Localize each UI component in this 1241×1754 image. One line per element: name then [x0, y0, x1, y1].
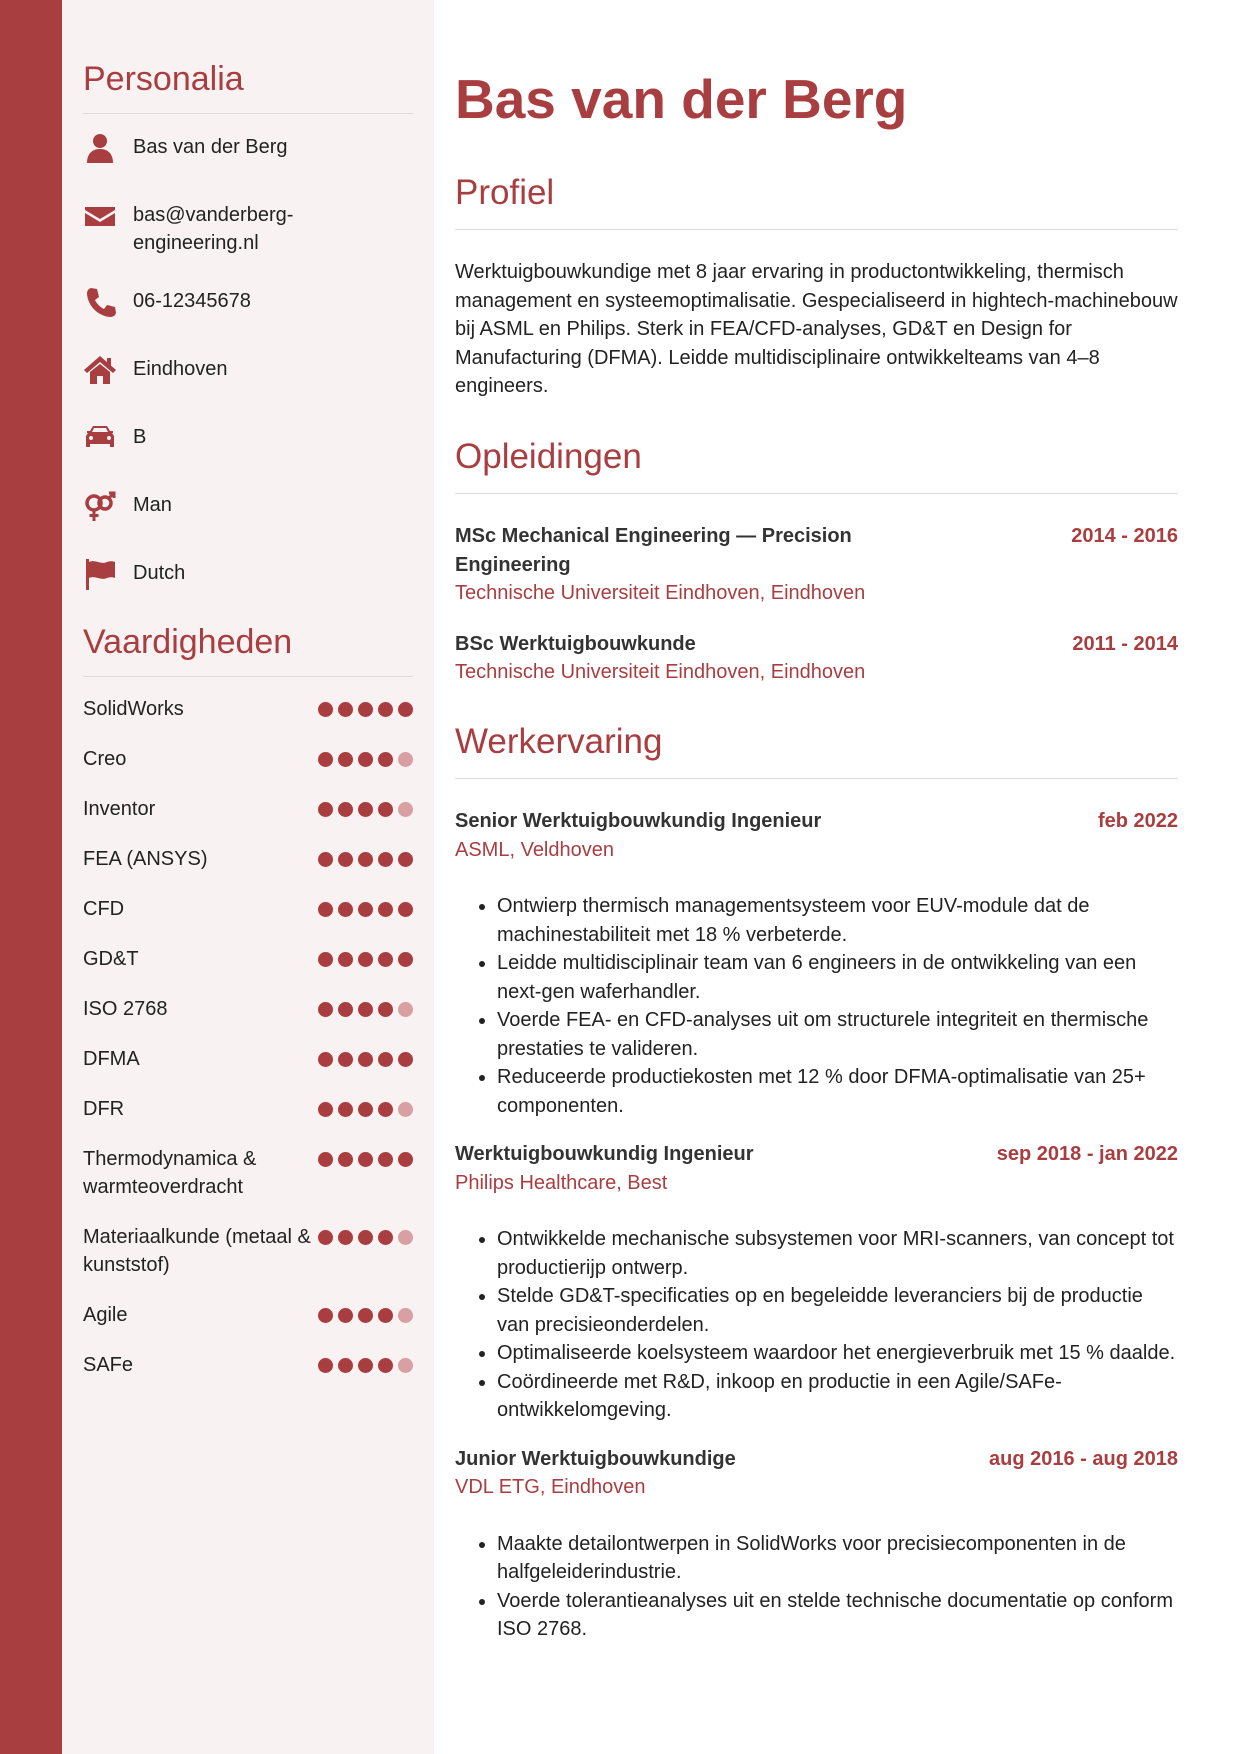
skill-row: [83, 1223, 413, 1279]
skill-row: [83, 1351, 413, 1379]
skill-rating: [318, 745, 413, 767]
education-section: [455, 436, 1178, 687]
user-icon: [83, 131, 117, 165]
rating-dot-filled: [378, 952, 393, 967]
job-bullets: [455, 1530, 1178, 1644]
personal-phone-text[interactable]: 06-12345678: [133, 290, 251, 312]
rating-dot-filled: [378, 1230, 393, 1245]
job-title: Werktuigbouwkundig Ingenieur: [455, 1143, 754, 1165]
rating-dot-empty: [398, 1102, 413, 1117]
skill-row: [83, 945, 413, 973]
personal-city-text: Eindhoven: [133, 358, 228, 380]
personal-item-nationality: [83, 557, 413, 591]
skill-name: Thermodynamica & warmteoverdracht: [83, 1148, 257, 1198]
education-heading: Opleidingen: [455, 437, 642, 476]
skills-heading: Vaardigheden: [83, 623, 293, 661]
profile-text: Werktuigbouwkundige met 8 jaar ervaring in productontwikkeling, thermisch management en systeemoptimalisatie. Gespecialiseerd in hightech-machinebouw bij ASML en Philips. Sterk in FEA/CFD-analyses, GD&T en Design for Manufacturing (DFMA). Leidde multidisciplinaire ontwikkelteams van 4–8 engineers.: [455, 261, 1178, 397]
job-bullets: [455, 1225, 1178, 1425]
rating-dot-filled: [338, 1052, 353, 1067]
skill-row: [83, 995, 413, 1023]
accent-strip: [0, 0, 62, 1754]
skill-row: [83, 895, 413, 923]
rating-dot-filled: [338, 1230, 353, 1245]
rating-dot-filled: [378, 852, 393, 867]
rating-dot-filled: [358, 1230, 373, 1245]
rating-dot-filled: [318, 1002, 333, 1017]
education-institution: Technische Universiteit Eindhoven, Eindhoven: [455, 582, 866, 604]
rating-dot-filled: [378, 1052, 393, 1067]
flag-icon: [83, 557, 117, 591]
rating-dot-filled: [318, 952, 333, 967]
skill-name: Materiaalkunde (metaal & kunststof): [83, 1226, 311, 1276]
skills-section: [83, 623, 413, 1401]
job-company: Philips Healthcare, Best: [455, 1171, 668, 1194]
rating-dot-filled: [338, 1002, 353, 1017]
job-bullet: • Reduceerde productiekosten met 12 % door DFMA-optimalisatie van 25+ componenten.: [497, 1063, 1178, 1120]
education-institution: Technische Universiteit Eindhoven, Eindhoven: [455, 661, 866, 683]
rating-dot-filled: [398, 702, 413, 717]
rating-dot-filled: [318, 902, 333, 917]
rating-dot-filled: [358, 752, 373, 767]
rating-dot-filled: [378, 1002, 393, 1017]
rating-dot-filled: [338, 1152, 353, 1167]
rating-dot-filled: [398, 852, 413, 867]
rating-dot-filled: [378, 1308, 393, 1323]
experience-section: [455, 721, 1178, 1644]
car-icon: [83, 421, 117, 455]
personal-section: [83, 60, 413, 625]
skill-name: Inventor: [83, 798, 156, 820]
personal-nationality-text: Dutch: [133, 562, 186, 584]
rating-dot-filled: [358, 902, 373, 917]
rating-dot-filled: [318, 702, 333, 717]
rating-dot-filled: [318, 852, 333, 867]
job-bullet: • Stelde GD&T-specificaties op en begeleidde leveranciers bij de productie van precisieonderdelen.: [497, 1282, 1178, 1339]
rating-dot-filled: [398, 1152, 413, 1167]
education-entry: [455, 522, 1178, 608]
skill-rating: [318, 795, 413, 817]
rating-dot-filled: [318, 1308, 333, 1323]
rating-dot-empty: [398, 802, 413, 817]
job-bullet: • Voerde tolerantieanalyses uit en stelde technische documentatie op conform ISO 2768.: [497, 1587, 1178, 1644]
skill-rating: [318, 945, 413, 967]
rating-dot-filled: [318, 1102, 333, 1117]
job-company: VDL ETG, Eindhoven: [455, 1476, 646, 1498]
rating-dot-filled: [358, 1102, 373, 1117]
skill-rating: [318, 1145, 413, 1167]
rating-dot-filled: [338, 1102, 353, 1117]
rating-dot-filled: [358, 1152, 373, 1167]
personal-item-gender: [83, 489, 413, 523]
skill-rating: [318, 845, 413, 867]
rating-dot-filled: [358, 1052, 373, 1067]
rating-dot-filled: [318, 1358, 333, 1373]
skill-rating: [318, 1223, 413, 1245]
education-date: 2011 - 2014: [1072, 632, 1178, 655]
personal-email-text[interactable]: bas@vanderberg-engineering.nl: [133, 204, 294, 254]
rating-dot-filled: [358, 1308, 373, 1323]
skill-rating: [318, 695, 413, 717]
personal-item-name: [83, 131, 413, 165]
profile-heading: Profiel: [455, 173, 555, 212]
rating-dot-filled: [318, 802, 333, 817]
rating-dot-empty: [398, 752, 413, 767]
job-date: aug 2016 - aug 2018: [989, 1447, 1178, 1470]
experience-entry: [455, 1140, 1178, 1425]
skill-rating: [318, 1301, 413, 1323]
rating-dot-filled: [358, 1002, 373, 1017]
rating-dot-filled: [338, 802, 353, 817]
rating-dot-filled: [358, 1358, 373, 1373]
rating-dot-filled: [398, 952, 413, 967]
experience-entry: [455, 807, 1178, 1120]
home-icon: [83, 353, 117, 387]
skill-rating: [318, 1045, 413, 1067]
divider: [83, 113, 413, 114]
rating-dot-filled: [338, 902, 353, 917]
personal-item-phone: [83, 285, 413, 319]
personal-item-city: [83, 353, 413, 387]
personal-gender-text: Man: [133, 494, 172, 516]
skill-name: SolidWorks: [83, 698, 184, 720]
rating-dot-filled: [358, 852, 373, 867]
skill-rating: [318, 1095, 413, 1117]
job-bullet: • Optimaliseerde koelsysteem waardoor het energieverbruik met 15 % daalde.: [497, 1339, 1178, 1368]
skill-rating: [318, 995, 413, 1017]
personal-item-license: [83, 421, 413, 455]
sidebar: [62, 0, 434, 1754]
rating-dot-empty: [398, 1002, 413, 1017]
phone-icon: [83, 285, 117, 319]
personal-list: [83, 131, 413, 591]
divider: [83, 676, 413, 677]
rating-dot-filled: [318, 1230, 333, 1245]
rating-dot-filled: [318, 752, 333, 767]
rating-dot-filled: [318, 1152, 333, 1167]
job-bullet: • Ontwikkelde mechanische subsystemen voor MRI-scanners, van concept tot productierijp ontwerp.: [497, 1225, 1178, 1282]
experience-heading: Werkervaring: [455, 722, 663, 761]
rating-dot-filled: [378, 702, 393, 717]
rating-dot-filled: [378, 1152, 393, 1167]
job-bullet: • Leidde multidisciplinair team van 6 engineers in de ontwikkeling van een next-gen waferhandler.: [497, 949, 1178, 1006]
gender-icon: [83, 489, 117, 523]
rating-dot-filled: [378, 902, 393, 917]
rating-dot-filled: [398, 1052, 413, 1067]
rating-dot-filled: [338, 1358, 353, 1373]
skill-row: [83, 1045, 413, 1073]
skill-row: [83, 1095, 413, 1123]
rating-dot-filled: [338, 752, 353, 767]
divider: [455, 229, 1178, 230]
skill-row: [83, 845, 413, 873]
rating-dot-filled: [378, 1358, 393, 1373]
rating-dot-filled: [318, 1052, 333, 1067]
skill-row: [83, 745, 413, 773]
skill-name: CFD: [83, 898, 125, 920]
skill-row: [83, 1301, 413, 1329]
rating-dot-filled: [358, 702, 373, 717]
envelope-icon: [83, 199, 117, 233]
skill-name: GD&T: [83, 948, 139, 970]
job-title: Junior Werktuigbouwkundige: [455, 1447, 736, 1470]
rating-dot-filled: [338, 952, 353, 967]
skill-name: SAFe: [83, 1354, 134, 1376]
skill-name: ISO 2768: [83, 998, 168, 1020]
skill-name: DFR: [83, 1098, 125, 1120]
job-title: Senior Werktuigbouwkundig Ingenieur: [455, 810, 822, 832]
divider: [455, 493, 1178, 494]
personal-heading: Personalia: [83, 60, 244, 98]
job-bullets: [455, 892, 1178, 1120]
skill-name: Creo: [83, 748, 127, 770]
job-bullet: • Coördineerde met R&D, inkoop en productie in een Agile/SAFe-ontwikkelomgeving.: [497, 1368, 1178, 1425]
rating-dot-filled: [358, 952, 373, 967]
job-bullet: • Ontwierp thermisch managementsysteem voor EUV-module dat de machinestabiliteit met 18 % verbeterde.: [497, 892, 1178, 949]
skill-rating: [318, 895, 413, 917]
education-title: MSc Mechanical Engineering — Precision Engineering: [455, 525, 852, 576]
job-bullet: • Maakte detailontwerpen in SolidWorks voor precisiecomponenten in de halfgeleiderindustrie.: [497, 1530, 1178, 1587]
skill-name: FEA (ANSYS): [83, 848, 208, 870]
rating-dot-filled: [398, 902, 413, 917]
skill-row: [83, 695, 413, 723]
job-company: ASML, Veldhoven: [455, 838, 614, 861]
rating-dot-filled: [338, 702, 353, 717]
divider: [455, 778, 1178, 779]
rating-dot-empty: [398, 1308, 413, 1323]
experience-entry: [455, 1445, 1178, 1644]
rating-dot-empty: [398, 1358, 413, 1373]
skills-list: [83, 695, 413, 1379]
skill-row: [83, 1145, 413, 1201]
skill-name: DFMA: [83, 1048, 140, 1070]
skill-row: [83, 795, 413, 823]
education-date: 2014 - 2016: [1071, 525, 1178, 547]
job-bullet: • Voerde FEA- en CFD-analyses uit om structurele integriteit en thermische prestaties te valideren.: [497, 1006, 1178, 1063]
personal-license-text: B: [133, 426, 147, 448]
rating-dot-filled: [358, 802, 373, 817]
rating-dot-empty: [398, 1230, 413, 1245]
education-entry: [455, 630, 1178, 687]
job-date: sep 2018 - jan 2022: [996, 1143, 1178, 1165]
personal-name-text: Bas van der Berg: [133, 136, 288, 158]
education-title: BSc Werktuigbouwkunde: [455, 632, 696, 655]
rating-dot-filled: [378, 1102, 393, 1117]
job-date: feb 2022: [1097, 810, 1178, 832]
skill-rating: [318, 1351, 413, 1373]
personal-item-email: [83, 199, 413, 257]
rating-dot-filled: [338, 1308, 353, 1323]
profile-section: [455, 172, 1178, 401]
candidate-name: Bas van der Berg: [455, 68, 908, 130]
rating-dot-filled: [378, 802, 393, 817]
rating-dot-filled: [338, 852, 353, 867]
skill-name: Agile: [83, 1304, 128, 1326]
rating-dot-filled: [378, 752, 393, 767]
